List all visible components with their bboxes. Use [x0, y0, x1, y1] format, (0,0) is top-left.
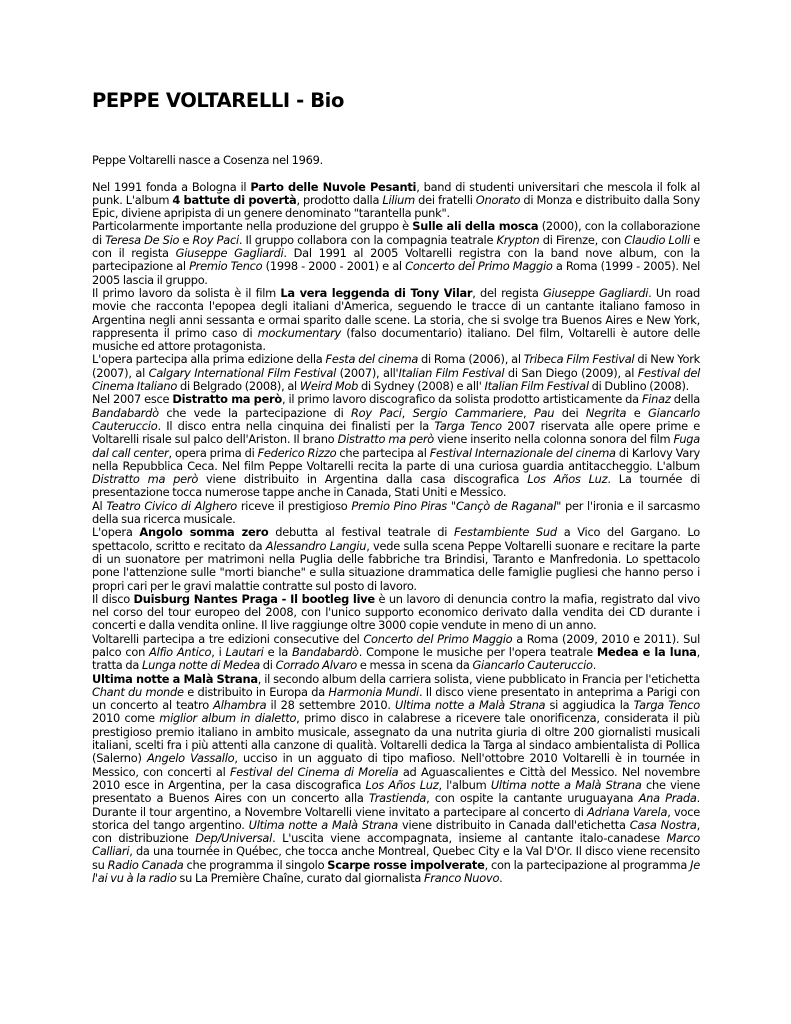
- paragraph-primo-maggio: Voltarelli partecipa a tre edizioni consecutive del Concerto del Primo Maggio a Roma (2009, 2010 e 2011). Sul palco con Alfio Antico, i Lautari e la Bandabardò. Compone le musiche per l'opera teatrale Medea e la luna, tratta da Lunga notte di Medea di Corrado Alvaro e messa in scena da Giancarlo Cauteruccio.: [92, 631, 700, 673]
- document-page: [92, 88, 700, 885]
- paragraph-festivals: L'opera partecipa alla prima edizione della Festa del cinema di Roma (2006), al Tribeca Film Festival di New York (2007), al Calgary International Film Festival (2007), all'Italian Film Festival di San Diego (2009), al Festival del Cinema Italiano di Belgrado (2008), al Weird Mob di Sydney (2008) e all' Italian Film Festival di Dublino (2008).: [92, 352, 700, 394]
- paragraph-sulle-ali: Particolarmente importante nella produzione del gruppo è Sulle ali della mosca (2000), con la collaborazione di Teresa De Sio e Roy Paci. Il gruppo collabora con la compagnia teatrale Krypton di Firenze, con Claudio Lolli e con il regista Giuseppe Gagliardi. Dal 1991 al 2005 Voltarelli registra con la band nove album, con la partecipazione al Premio Tenco (1998 - 2000 - 2001) e al Concerto del Primo Maggio a Roma (1999 - 2005). Nel 2005 lascia il gruppo.: [92, 219, 701, 287]
- biography-body: [92, 154, 700, 885]
- paragraph-tony-vilar: Il primo lavoro da solista è il film La vera leggenda di Tony Vilar, del regista Giuseppe Gagliardi. Un road movie che racconta l'epopea degli italiani d'America, seguendo le tracce di un cantante italiano famoso in Argentina negli anni sessanta e ormai sparito dalle scene. La storia, che si svolge tra Buenos Aires e New York, rappresenta il primo caso di mockumentary (falso documentario) italiano. Del film, Voltarelli è autore delle musiche ed attore protagonista.: [92, 285, 700, 354]
- paragraph-angolo: L'opera Angolo somma zero debutta al festival teatrale di Festambiente Sud a Vico del Gargano. Lo spettacolo, scritto e recitato da Alessandro Langiu, vede sulla scena Peppe Voltarelli suonare e recitare la parte di un suonatore per matrimoni nella Puglia delle fabbriche tra Brindisi, Taranto e Manfredonia. Lo spettacolo pone l'attenzione sulle "morti bianche" e sulla situazione drammatica delle famiglie pugliesi che hanno perso i propri cari per le gravi malattie contratte sul posto di lavoro.: [92, 525, 701, 593]
- page-title: PEPPE VOLTARELLI - Bio: [92, 89, 344, 112]
- paragraph-birth: Peppe Voltarelli nasce a Cosenza nel 1969.: [92, 153, 324, 167]
- paragraph-ultima-notte: Ultima notte a Malà Strana, il secondo album della carriera solista, viene pubblicato in Francia per l'etichetta Chant du monde e distribuito in Europa da Harmonia Mundi. Il disco viene presentato in anteprima a Parigi con un concerto al teatro Alhambra il 28 settembre 2010. Ultima notte a Malà Strana si aggiudica la Targa Tenco 2010 come miglior album in dialetto, primo disco in calabrese a ricevere tale onorificenza, considerata il più prestigioso premio italiano in ambito musicale, assegnato da una nutrita giuria di oltre 200 giornalisti musicali italiani, scelti fra i più attenti alla canzone di qualità. Voltarelli dedica la Targa al sindaco ambientalista di Pollica (Salerno) Angelo Vassallo, ucciso in un agguato di tipo mafioso. Nell'ottobre 2010 Voltarelli è in tournée in Messico, con concerti al Festival del Cinema di Morelia ad Aguascalientes e Città del Messico. Nel novembre 2010 esce in Argentina, per la casa discografica Los Años Luz, l'album Ultima notte a Malà Strana che viene presentato a Buenos Aires con un concerto alla Trastienda, con ospite la cantante uruguayana Ana Prada. Durante il tour argentino, a Novembre Voltarelli viene invitato a partecipare al concerto di Adriana Varela, voce storica del tango argentino. Ultima notte a Malà Strana viene distribuito in Canada dall'etichetta Casa Nostra, con distribuzione Dep/Universal. L'uscita viene accompagnata, insieme al cantante italo-canadese Marco Calliari, da una tournée in Québec, che tocca anche Montreal, Quebec City e la Val D'Or. Il disco viene recensito su Radio Canada che programma il singolo Scarpe rosse impolverate, con la partecipazione al programma Je l'ai vu à la radio su La Première Chaîne, curato dal giornalista Franco Nuovo.: [92, 671, 701, 886]
- paragraph-alghero: Al Teatro Civico di Alghero riceve il prestigioso Premio Pino Piras "Cançò de Raganal" per l'ironia e il sarcasmo della sua ricerca musicale.: [92, 498, 700, 527]
- paragraph-duisburg: Il disco Duisburg Nantes Praga - Il bootleg live è un lavoro di denuncia contro la mafia, registrato dal vivo nel corso del tour europeo del 2008, con l'unico supporto economico derivato dalla vendita dei CD durante i concerti e dalla vendita online. Il live raggiunge oltre 3000 copie vendute in meno di un anno.: [92, 591, 701, 633]
- paragraph-parto-nuvole: Nel 1991 fonda a Bologna il Parto delle Nuvole Pesanti, band di studenti universitari che mescola il folk al punk. L'album 4 battute di povertà, prodotto dalla Lilium dei fratelli Onorato di Monza e distribuito dalla Sony Epic, diviene apripista di un genere denominato "tarantella punk".: [92, 179, 700, 221]
- paragraph-distratto: Nel 2007 esce Distratto ma però, il primo lavoro discografico da solista prodotto artisticamente da Finaz della Bandabardò che vede la partecipazione di Roy Paci, Sergio Cammariere, Pau dei Negrita e Giancarlo Cauteruccio. Il disco entra nella cinquina dei finalisti per la Targa Tenco 2007 riservata alle opere prime e Voltarelli risale sul palco dell'Ariston. Il brano Distratto ma però viene inserito nella colonna sonora del film Fuga dal call center, opera prima di Federico Rizzo che partecipa al Festival Internazionale del cinema di Karlovy Vary nella Repubblica Ceca. Nel film Peppe Voltarelli recita la parte di una curiosa guardia antitaccheggio. L'album Distratto ma però viene distribuito in Argentina dalla casa discografica Los Años Luz. La tournée di presentazione tocca numerose tappe anche in Canada, Stati Uniti e Messico.: [92, 392, 701, 500]
